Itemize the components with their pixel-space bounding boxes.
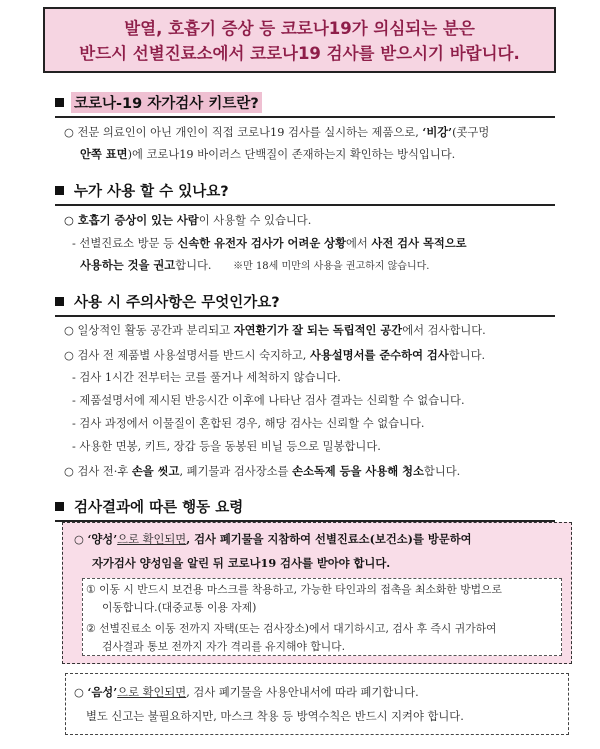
text-bold: 사용설명서를 준수하여 검사: [309, 348, 449, 362]
text: ○ 일상적인 활동 공간과 분리되고: [64, 324, 234, 337]
text-bold: 자가검사 양성임을 알린 뒤 코로나19 검사를 받아야 합니다.: [92, 556, 391, 570]
section-heading-precautions: [55, 291, 283, 312]
text-bold: 자연환기가 잘 되는 독립적인 공간: [233, 323, 403, 337]
text: 에서: [346, 237, 372, 250]
instruction-2-line-2: 검사결과 통보 전까지 자가 격리를 유지해야 합니다.: [102, 640, 346, 653]
text: 합니다.: [448, 349, 486, 362]
instruction-1-line-1: [86, 582, 502, 598]
text-bold: , 검사 폐기물을 지참하여 선별진료소(보건소)를 방문하여: [186, 532, 472, 546]
text: )에 코로나19 바이러스 단백질이 존재하는지 확인하는 방식입니다.: [127, 148, 456, 161]
text-bold: 손을 씻고: [131, 464, 180, 478]
text: 합니다.: [175, 259, 212, 272]
text-bold: ‘비강’: [422, 125, 453, 139]
heading-text: 검사결과에 따른 행동 요령: [74, 500, 244, 516]
s3-paragraph-line-3: - 검사 1시간 전부터는 코를 풀거나 세척하지 않습니다.: [72, 371, 341, 384]
warning-banner: [43, 7, 556, 73]
banner-line-2: 반드시 선별진료소에서 코로나19 검사를 받으시기 바랍니다.: [79, 44, 520, 63]
text: 선별진료소 이동 전까지 자택(또는 검사장소)에서 대기하시고, 검사 후 즉시 귀가하여: [99, 622, 497, 635]
square-bullet-icon: [55, 297, 64, 306]
negative-line-2: 별도 신고는 불필요하지만, 마스크 착용 등 방역수칙은 반드시 지켜야 합니다.: [86, 710, 464, 723]
square-bullet-icon: [55, 186, 64, 195]
square-bullet-icon: [55, 98, 64, 107]
text: , 검사 폐기물을 사용안내서에 따라 폐기합니다.: [186, 686, 419, 699]
heading-text: 누가 사용 할 수 있나요?: [74, 184, 229, 200]
text: 이동 시 반드시 보건용 마스크를 착용하고, 가능한 타인과의 접촉을 최소화한 방법으로: [99, 583, 502, 596]
positive-line-1: [74, 531, 472, 548]
text-bold: ○ 호흡기 증상이 있는 사람: [64, 213, 199, 227]
text: 합니다.: [423, 465, 461, 478]
text: ○ 전문 의료인이 아닌 개인이 직접 코로나19 검사를 실시하는 제품으로,: [64, 126, 423, 139]
s2-paragraph-line-1: [64, 212, 311, 229]
text-bold: 사전 검사 목적으로: [371, 236, 467, 250]
s2-paragraph-line-2: [72, 235, 467, 252]
heading-underline: [55, 204, 555, 206]
text: 으로 확인되면: [117, 686, 187, 699]
heading-text: 사용 시 주의사항은 무엇인가요?: [74, 295, 280, 311]
s3-paragraph-line-7: [64, 463, 460, 480]
text-bold: 사용하는 것을 권고: [80, 258, 176, 272]
circled-number-icon: ②: [86, 622, 96, 635]
text: ○: [74, 686, 88, 699]
text: ○: [74, 533, 88, 546]
text: 에서 검사합니다.: [402, 324, 486, 337]
negative-result-box: [65, 673, 569, 735]
text: 이 사용할 수 있습니다.: [198, 214, 312, 227]
section-heading-result-actions: [55, 496, 246, 517]
text: (콧구멍: [452, 126, 490, 139]
instruction-2-line-1: [86, 621, 496, 637]
text: ○ 검사 전·후: [64, 465, 132, 478]
age-note: ※만 18세 미만의 사용을 권고하지 않습니다.: [233, 261, 430, 272]
instruction-1-line-2: 이동합니다.(대중교통 이용 자제): [102, 601, 257, 614]
s2-paragraph-line-3: [80, 257, 429, 275]
s3-paragraph-line-5: - 검사 과정에서 이물질이 혼합된 경우, 해당 검사는 신뢰할 수 없습니다.: [72, 417, 425, 430]
banner-line-1: 발열, 호흡기 증상 등 코로나19가 의심되는 분은: [124, 19, 475, 38]
text-bold: 신속한 유전자 검사가 어려운 상황: [177, 236, 346, 250]
square-bullet-icon: [55, 502, 64, 511]
heading-text: 코로나-19 자가검사 키트란?: [71, 92, 262, 113]
heading-underline: [55, 116, 555, 118]
positive-label: ‘양성’: [87, 532, 118, 546]
s3-paragraph-line-2: [64, 347, 485, 364]
text: , 폐기물과 검사장소를: [179, 465, 293, 478]
text: ○ 검사 전 제품별 사용설명서를 반드시 숙지하고,: [64, 349, 310, 362]
heading-underline: [55, 315, 555, 317]
text-bold: 안쪽 표면: [80, 147, 128, 161]
s1-paragraph-line-1: [64, 124, 489, 141]
s3-paragraph-line-6: - 사용한 면봉, 키트, 장갑 등을 동봉된 비닐 등으로 밀봉합니다.: [72, 440, 381, 453]
section-heading-who-can-use: [55, 180, 232, 201]
circled-number-icon: ①: [86, 583, 96, 596]
text: 으로 확인되면: [117, 533, 187, 546]
s3-paragraph-line-1: [64, 322, 486, 339]
s3-paragraph-line-4: - 제품설명서에 제시된 반응시간 이후에 나타난 검사 결과는 신뢰할 수 없습니다.: [72, 394, 465, 407]
section-heading-what-is-kit: [55, 92, 262, 113]
negative-line-1: [74, 684, 419, 701]
text-bold: 손소독제 등을 사용해 청소: [292, 464, 424, 478]
positive-line-2: [92, 555, 390, 572]
s1-paragraph-line-2: [80, 146, 455, 163]
negative-label: ‘음성’: [87, 685, 118, 699]
text: - 선별진료소 방문 등: [72, 237, 178, 250]
